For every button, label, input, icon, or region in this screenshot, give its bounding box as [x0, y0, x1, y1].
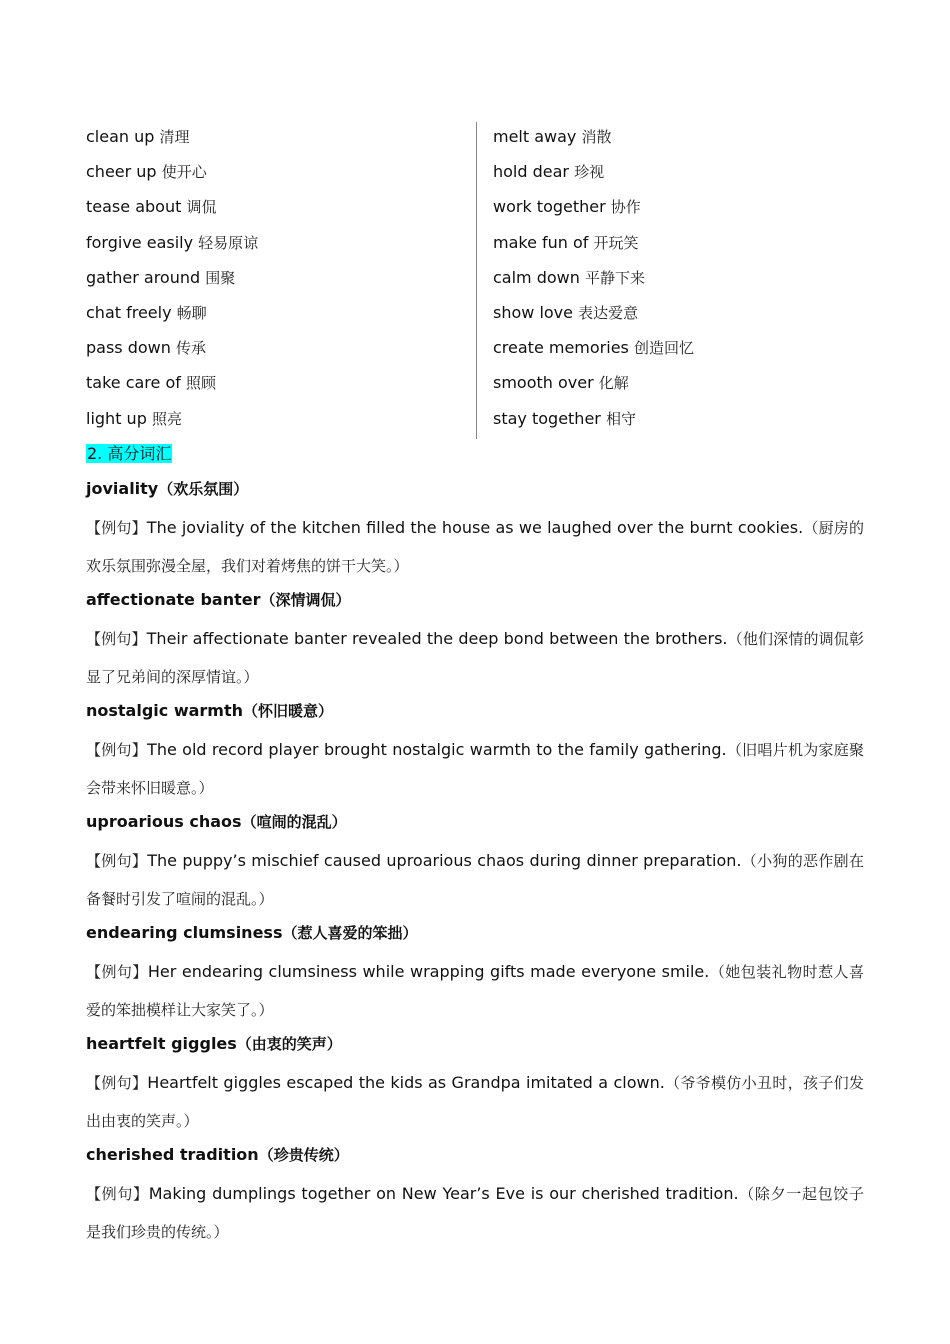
section-heading	[86, 439, 864, 474]
phrase-item: smooth over 化解	[493, 373, 629, 393]
example-sentence: 【例句】The old record player brought nostalgic warmth to the family gathering.（旧唱片机为家庭聚会带来怀旧暖意。）	[86, 740, 864, 797]
phrase-column-right	[476, 122, 866, 439]
phrase-item: pass down 传承	[86, 338, 206, 358]
vocab-term: joviality（欢乐氛围）	[86, 479, 249, 498]
example-sentence: 【例句】Their affectionate banter revealed the deep bond between the brothers.（他们深情的调侃彰显了兄弟间的深厚情谊。）	[86, 629, 864, 686]
vocab-entry	[86, 1029, 864, 1140]
example-sentence: 【例句】Making dumplings together on New Year’s Eve is our cherished tradition.（除夕一起包饺子是我们珍贵的传统。）	[86, 1184, 864, 1241]
phrase-item: clean up 清理	[86, 127, 190, 146]
section-heading-text: 2. 高分词汇	[87, 444, 172, 463]
vocab-entry	[86, 918, 864, 1029]
phrase-item: forgive easily 轻易原谅	[86, 232, 259, 252]
phrase-item: calm down 平静下来	[493, 267, 645, 287]
example-sentence: 【例句】Her endearing clumsiness while wrapping gifts made everyone smile.（她包装礼物时惹人喜爱的笨拙模样让大家笑了。）	[86, 962, 864, 1019]
phrase-item: create memories 创造回忆	[493, 338, 694, 358]
example-sentence: 【例句】The joviality of the kitchen filled the house as we laughed over the burnt cookies.（厨房的欢乐氛围弥漫全屋，我们对着烤焦的饼干大笑。）	[86, 518, 864, 575]
vocabulary-section	[86, 439, 864, 1251]
phrase-item: cheer up 使开心	[86, 162, 207, 182]
phrase-item: make fun of 开玩笑	[493, 232, 639, 252]
vocab-entry	[86, 696, 864, 807]
vocab-entry	[86, 1140, 864, 1251]
phrase-item: chat freely 畅聊	[86, 302, 207, 322]
vocab-term: heartfelt giggles（由衷的笑声）	[86, 1034, 342, 1053]
phrase-item: hold dear 珍视	[493, 162, 605, 182]
vocab-term: affectionate banter（深情调侃）	[86, 590, 351, 609]
phrase-item: show love 表达爱意	[493, 302, 639, 322]
phrase-item: tease about 调侃	[86, 197, 217, 217]
phrase-table	[86, 122, 866, 439]
vocab-term: cherished tradition（珍贵传统）	[86, 1145, 349, 1164]
phrase-item: stay together 相守	[493, 408, 636, 428]
phrase-item: work together 协作	[493, 197, 641, 217]
example-sentence: 【例句】Heartfelt giggles escaped the kids as Grandpa imitated a clown.（爷爷模仿小丑时，孩子们发出由衷的笑声。）	[86, 1073, 864, 1130]
phrase-item: light up 照亮	[86, 408, 182, 428]
vocab-entry	[86, 585, 864, 696]
vocab-entry	[86, 474, 864, 585]
phrase-item: take care of 照顾	[86, 373, 216, 393]
vocab-entry	[86, 807, 864, 918]
vocab-term: nostalgic warmth（怀旧暖意）	[86, 701, 334, 720]
vocab-term: uproarious chaos（喧闹的混乱）	[86, 812, 347, 831]
example-sentence: 【例句】The puppy’s mischief caused uproarious chaos during dinner preparation.（小狗的恶作剧在备餐时引发了喧闹的混乱。）	[86, 851, 864, 908]
phrase-item: gather around 围聚	[86, 267, 236, 287]
vocab-term: endearing clumsiness（惹人喜爱的笨拙）	[86, 923, 418, 942]
phrase-item: melt away 消散	[493, 127, 612, 146]
phrase-column-left	[86, 122, 476, 439]
